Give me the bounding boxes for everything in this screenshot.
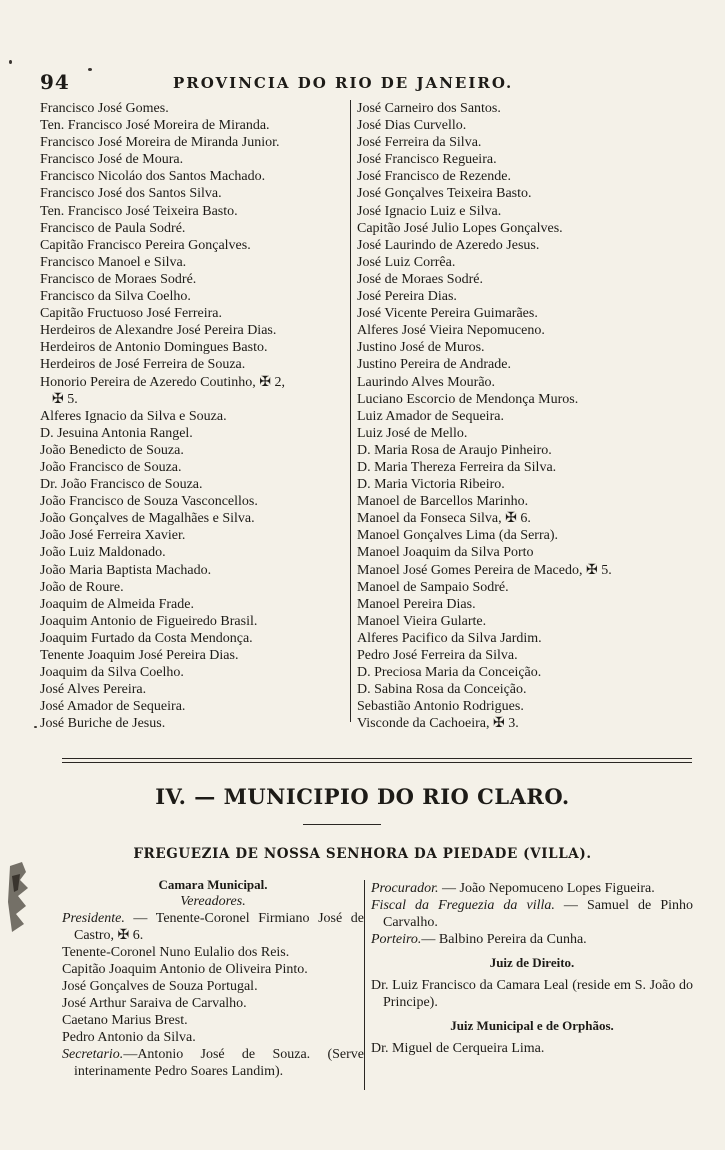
ink-speck [88, 68, 92, 71]
procurador-label: Procurador. [371, 881, 439, 896]
name-entry: Manoel Pereira Dias. [357, 596, 476, 612]
name-entry: Tenente Joaquim José Pereira Dias. [40, 648, 239, 663]
name-entry: Visconde da Cachoeira, ✠ 3. [357, 716, 519, 732]
name-entry: Manoel José Gomes Pereira de Macedo, ✠ 5. [357, 562, 612, 578]
name-entry: Justino Pereira de Andrade. [357, 357, 511, 373]
name-entry: D. Maria Rosa de Araujo Pinheiro. [357, 442, 552, 458]
name-entry: Francisco José de Moura. [40, 152, 184, 168]
name-entry: Alferes José Vieira Nepomuceno. [357, 323, 545, 339]
name-entry: Justino José de Muros. [357, 340, 485, 356]
secretario-entry [62, 1046, 364, 1080]
name-entry: João José Ferreira Xavier. [40, 528, 186, 544]
name-entry: José de Moraes Sodré. [357, 271, 483, 287]
name-entry: Francisco de Moraes Sodré. [40, 271, 197, 287]
juiz-municipal-entry: Dr. Miguel de Cerqueira Lima. [371, 1041, 545, 1056]
camara-municipal-block [62, 876, 364, 1080]
procurador-text: — João Nepomuceno Lopes Figueira. [438, 881, 655, 896]
member-entry: José Arthur Saraiva de Carvalho. [62, 996, 247, 1011]
name-entry: Manoel da Fonseca Silva, ✠ 6. [357, 511, 531, 527]
name-entry: Herdeiros de José Ferreira de Souza. [40, 357, 246, 373]
name-entry: Francisco José Moreira de Miranda Junior. [40, 135, 280, 151]
name-entry: Manoel Joaquim da Silva Porto [357, 545, 534, 561]
juiz-direito-entry: Dr. Luiz Francisco da Camara Leal (reside em S. João do Principe). [371, 978, 693, 1010]
name-entry: Sebastião Antonio Rodrigues. [357, 699, 524, 715]
procurador-entry [371, 880, 693, 897]
name-entry: Manoel de Sampaio Sodré. [357, 579, 509, 595]
left-name-column [40, 100, 346, 732]
name-entry: Francisco da Silva Coelho. [40, 289, 191, 305]
name-entry: João Luiz Maldonado. [40, 545, 166, 561]
secretario-label: Secretario. [62, 1047, 124, 1062]
fiscal-entry [371, 897, 693, 931]
column-divider [364, 880, 365, 1090]
name-entry: José Francisco de Rezende. [357, 169, 511, 185]
name-entry: D. Sabina Rosa da Conceição. [357, 682, 527, 698]
name-entry: Herdeiros de Alexandre José Pereira Dias. [40, 323, 277, 339]
name-entry: Luiz Amador de Sequeira. [357, 408, 504, 424]
page-number: 94 [40, 70, 70, 94]
name-entry: Luiz José de Mello. [357, 425, 468, 441]
member-entry: Caetano Marius Brest. [62, 1013, 188, 1028]
name-entry: José Pereira Dias. [357, 289, 457, 305]
ink-speck [9, 60, 12, 64]
member-entry: José Gonçalves de Souza Portugal. [62, 979, 258, 994]
name-entry: Capitão Francisco Pereira Gonçalves. [40, 237, 251, 253]
name-entry: Francisco José Gomes. [40, 101, 169, 116]
parish-title: FREGUEZIA DE NOSSA SENHORA DA PIEDADE (VILLA). [133, 846, 592, 862]
name-entry: D. Preciosa Maria da Conceição. [357, 665, 542, 681]
porteiro-label: Porteiro. [371, 932, 422, 947]
name-entry: Alferes Ignacio da Silva e Souza. [40, 408, 227, 424]
name-entry: José Dias Curvello. [357, 118, 467, 134]
member-entry: Pedro Antonio da Silva. [62, 1030, 196, 1045]
name-entry: José Ignacio Luiz e Silva. [357, 203, 502, 219]
name-entry: José Laurindo de Azeredo Jesus. [357, 237, 540, 253]
porteiro-text: — Balbino Pereira da Cunha. [421, 932, 587, 947]
name-entry: Francisco de Paula Sodré. [40, 220, 186, 236]
fiscal-label: Fiscal da Freguezia da villa. [371, 898, 555, 913]
name-entry: João Gonçalves de Magalhães e Silva. [40, 511, 255, 527]
name-entry: Pedro José Ferreira da Silva. [357, 648, 518, 663]
name-entry: Capitão José Julio Lopes Gonçalves. [357, 220, 563, 236]
running-title: PROVINCIA DO RIO DE JANEIRO. [173, 74, 514, 92]
name-entry: Herdeiros de Antonio Domingues Basto. [40, 340, 268, 356]
presidente-label: Presidente. [62, 911, 125, 926]
name-entry: José Buriche de Jesus. [40, 716, 166, 732]
name-entry: Manoel de Barcellos Marinho. [357, 494, 529, 510]
ink-speck [34, 726, 37, 728]
section-title: IV. — MUNICIPIO DO RIO CLARO. [155, 784, 570, 809]
column-divider [350, 100, 351, 722]
name-entry: Francisco José dos Santos Silva. [40, 186, 222, 202]
page-edge-tear [8, 862, 32, 932]
presidente-entry [62, 910, 364, 944]
name-entry: José Ferreira da Silva. [357, 135, 482, 151]
name-entry: Francisco Manoel e Silva. [40, 254, 187, 270]
name-entry: João Francisco de Souza. [40, 459, 182, 475]
member-entry: Capitão Joaquim Antonio de Oliveira Pinto. [62, 962, 308, 977]
section-rule [62, 758, 692, 759]
name-entry: José Gonçalves Teixeira Basto. [357, 186, 532, 202]
name-entry: José Francisco Regueira. [357, 152, 497, 168]
name-entry: Dr. João Francisco de Souza. [40, 477, 203, 493]
name-entry: João Benedicto de Souza. [40, 442, 184, 458]
name-entry: José Alves Pereira. [40, 682, 147, 698]
name-entry: Honorio Pereira de Azeredo Coutinho, ✠ 2, [40, 374, 286, 390]
right-name-column [357, 100, 692, 732]
name-entry: Capitão Fructuoso José Ferreira. [40, 306, 222, 322]
name-entry: Joaquim de Almeida Frade. [40, 596, 194, 612]
name-entry: Ten. Francisco José Moreira de Miranda. [40, 118, 270, 134]
name-entry: João de Roure. [40, 579, 124, 595]
name-entry: D. Maria Thereza Ferreira da Silva. [357, 459, 557, 475]
name-entry: José Luiz Corrêa. [357, 254, 456, 270]
name-entry: Joaquim da Silva Coelho. [40, 665, 184, 681]
porteiro-entry [371, 931, 693, 948]
member-entry: Tenente-Coronel Nuno Eulalio dos Reis. [62, 945, 290, 960]
presidente-text: — Tenente-Coronel Firmiano José de Castro, ✠ 6. [74, 911, 364, 943]
name-entry: Manoel Gonçalves Lima (da Serra). [357, 528, 558, 544]
name-entry: Francisco Nicoláo dos Santos Machado. [40, 169, 266, 185]
name-entry: D. Jesuina Antonia Rangel. [40, 425, 193, 441]
name-entry: Laurindo Alves Mourão. [357, 374, 496, 390]
title-rule [303, 824, 381, 825]
name-entry: João Francisco de Souza Vasconcellos. [40, 494, 258, 510]
name-entry: D. Maria Victoria Ribeiro. [357, 477, 505, 493]
name-entry: Joaquim Furtado da Costa Mendonça. [40, 630, 253, 646]
fiscal-text: — Samuel de Pinho Carvalho. [383, 898, 693, 930]
name-entry: Luciano Escorcio de Mendonça Muros. [357, 391, 579, 407]
secretario-text: —Antonio José de Souza. (Serve interinamente Pedro Soares Landim). [74, 1047, 364, 1079]
juiz-municipal-heading: Juiz Municipal e de Orphãos. [450, 1018, 614, 1033]
name-entry: João Maria Baptista Machado. [40, 562, 212, 578]
page-header [40, 70, 690, 94]
juiz-direito-heading: Juiz de Direito. [489, 955, 575, 970]
name-entry: José Amador de Sequeira. [40, 699, 186, 715]
name-entry: José Vicente Pereira Guimarães. [357, 306, 538, 322]
name-entry: José Carneiro dos Santos. [357, 101, 501, 116]
name-entry: Ten. Francisco José Teixeira Basto. [40, 203, 238, 219]
name-entry: Manoel Vieira Gularte. [357, 613, 487, 629]
name-entry: Joaquim Antonio de Figueiredo Brasil. [40, 613, 258, 629]
camara-heading: Camara Municipal. [158, 877, 268, 892]
name-entry: Alferes Pacifico da Silva Jardim. [357, 630, 542, 646]
name-entry: ✠ 5. [52, 391, 78, 407]
vereadores-heading: Vereadores. [180, 894, 246, 909]
section-rule [62, 762, 692, 763]
officials-block [371, 880, 693, 1057]
